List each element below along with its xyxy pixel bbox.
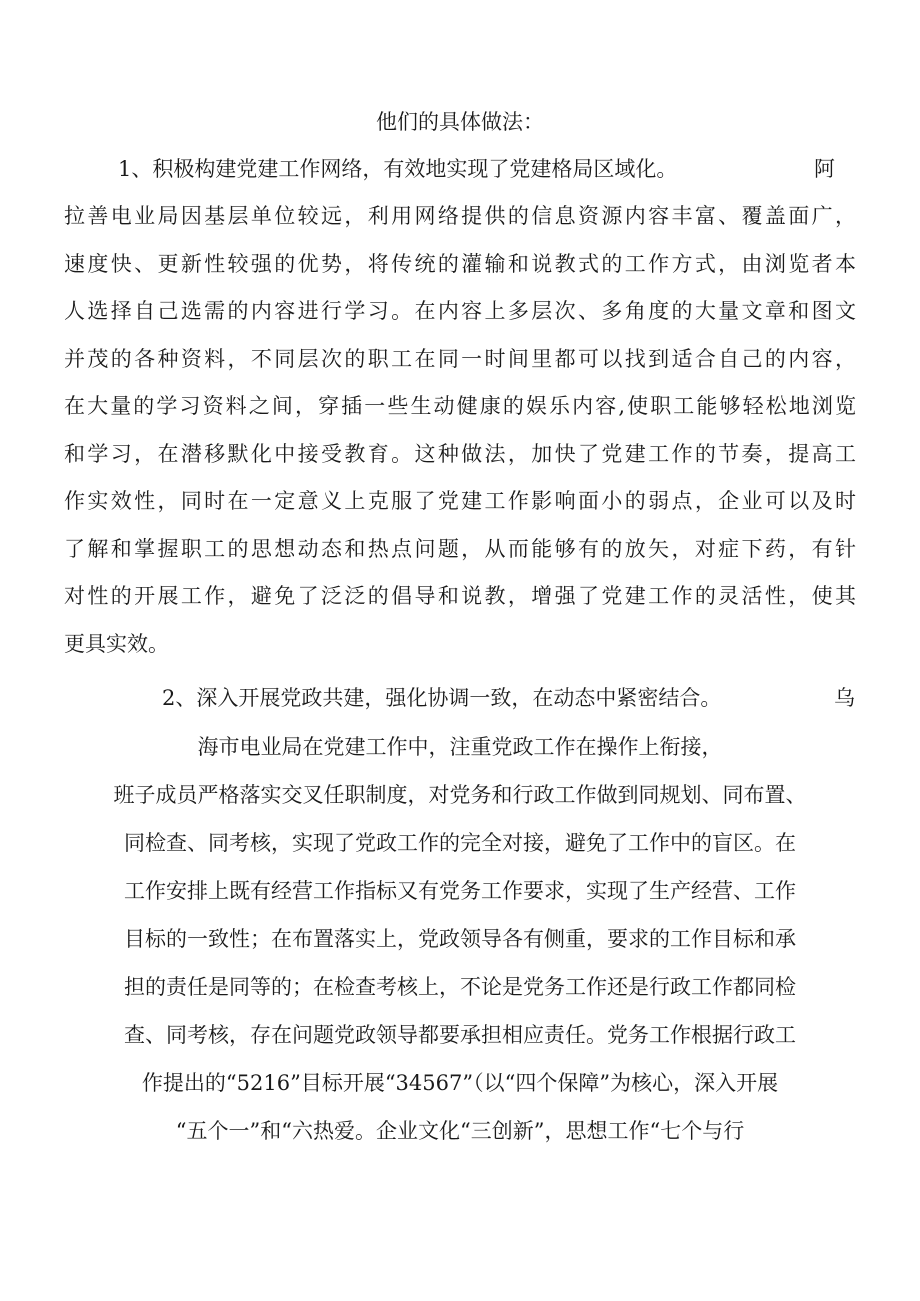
paragraph-1-line: 更具实效。 (64, 632, 169, 656)
paragraph-2-line: 海市电业局在党建工作中，注重党政工作在操作上衔接， (197, 735, 723, 759)
paragraph-1-line: 速度快、更新性较强的优势，将传统的灌输和说教式的工作方式，由浏览者本 (64, 252, 856, 276)
section-heading: 他们的具体做法： (376, 110, 544, 134)
paragraph-1-line: 作实效性，同时在一定意义上克服了党建工作影响面小的弱点，企业可以及时 (64, 489, 856, 513)
paragraph-1-lead-char: 阿 (814, 157, 835, 181)
paragraph-2-line: 同检查、同考核，实现了党政工作的完全对接，避免了工作中的盲区。在 (124, 831, 796, 855)
paragraph-2-line: 作提出的“5216”目标开展“34567”（以“四个保障”为核心，深入开展 (141, 1071, 779, 1095)
paragraph-2-title: 2、深入开展党政共建，强化协调一致，在动态中紧密结合。 (162, 686, 722, 710)
paragraph-2-line: 查、同考核，存在问题党政领导都要承担相应责任。党务工作根据行政工 (124, 1023, 796, 1047)
paragraph-1-line: 和学习，在潜移默化中接受教育。这种做法，加快了党建工作的节奏，提高工 (64, 442, 856, 466)
paragraph-2-line: 工作安排上既有经营工作指标又有党务工作要求，实现了生产经营、工作 (124, 879, 796, 903)
paragraph-1-line: 拉善电业局因基层单位较远，利用网络提供的信息资源内容丰富、覆盖面广， (64, 204, 856, 228)
paragraph-2-line: 班子成员严格落实交叉任职制度，对党务和行政工作做到同规划、同布置、 (113, 783, 807, 807)
paragraph-1-title: 1、积极构建党建工作网络，有效地实现了党建格局区域化。 (118, 157, 678, 181)
paragraph-1-line: 并茂的各种资料，不同层次的职工在同一时间里都可以找到适合自己的内容， (64, 347, 856, 371)
paragraph-1-line: 了解和掌握职工的思想动态和热点问题，从而能够有的放矢，对症下药，有针 (64, 537, 856, 561)
paragraph-2-line: 目标的一致性；在布置落实上，党政领导各有侧重，要求的工作目标和承 (124, 927, 796, 951)
paragraph-1-line: 对性的开展工作，避免了泛泛的倡导和说教，增强了党建工作的灵活性，使其 (64, 584, 856, 608)
paragraph-2-lead-char: 乌 (834, 686, 855, 710)
paragraph-2-line: 担的责任是同等的；在检查考核上，不论是党务工作还是行政工作都同检 (124, 975, 796, 999)
paragraph-1-line: 人选择自己选需的内容进行学习。在内容上多层次、多角度的大量文章和图文 (64, 299, 856, 323)
paragraph-1-line: 在大量的学习资料之间，穿插一些生动健康的娱乐内容,使职工能够轻松地浏览 (64, 394, 856, 418)
paragraph-2-line: “五个一”和“六热爱。企业文化“三创新”，思想工作“七个与行 (175, 1119, 745, 1143)
